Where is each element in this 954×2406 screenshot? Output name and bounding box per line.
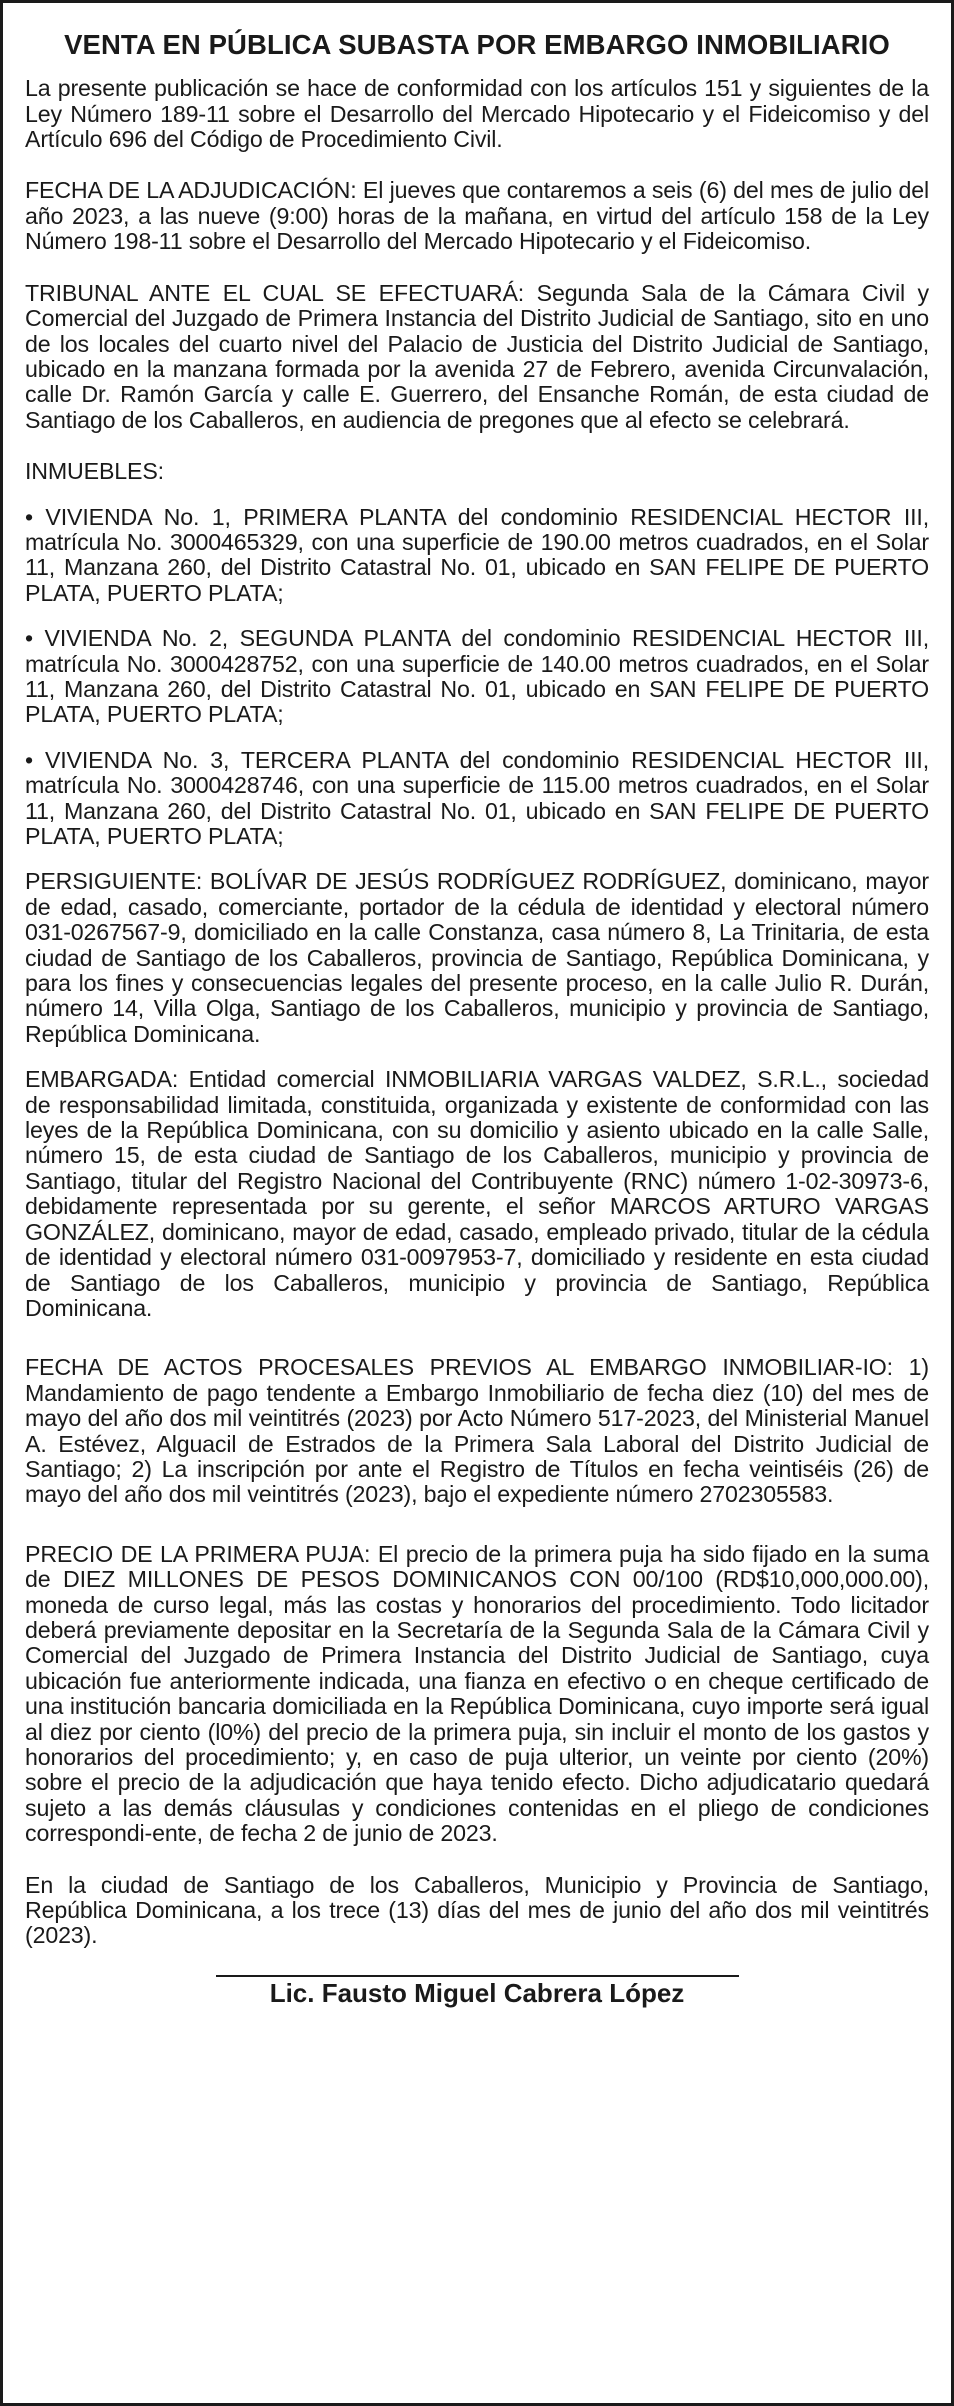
closing-paragraph: En la ciudad de Santiago de los Caballeros, Municipio y Provincia de Santiago, República Dominicana, a los trece (13) días del mes de junio del año dos mil veintitrés (2023). — [25, 1871, 929, 1949]
properties-heading: INMUEBLES: — [25, 458, 164, 485]
property-item: • VIVIENDA No. 3, TERCERA PLANTA del condominio RESIDENCIAL HECTOR III, matrícula No. 3000428746, con una superficie de 115.00 metros cuadrados, en el Solar 11, Manzana 260, del Distrito Catastral No. 01, ubicado en SAN FELIPE DE PUERTO PLATA, PUERTO PLATA; — [25, 746, 929, 849]
notice-title: VENTA EN PÚBLICA SUBASTA POR EMBARGO INMOBILIARIO — [64, 29, 890, 60]
pursuer-paragraph: PERSIGUIENTE: BOLÍVAR DE JESÚS RODRÍGUEZ RODRÍGUEZ, dominicano, mayor de edad, casado, comerciante, portador de la cédula de identidad y electoral número 031-0267567-9, domiciliado en la calle Constanza, casa número 8, La Trinitaria, de esta ciudad de Santiago de los Caballeros, provincia de Santiago, República Dominicana, y para los fines y consecuencias legales del presente proceso, en la calle Julio R. Durán, número 14, Villa Olga, Santiago de los Caballeros, municipio y provincia de Santiago, República Dominicana. — [25, 868, 929, 1047]
tribunal-paragraph: TRIBUNAL ANTE EL CUAL SE EFECTUARÁ: Segunda Sala de la Cámara Civil y Comercial del Juzgado de Primera Instancia del Distrito Judicial de Santiago, sito en uno de los locales del cuarto nivel del Palacio de Justicia del Distrito Judicial de Santiago, ubicado en la manzana formada por la avenida 27 de Febrero, avenida Circunvalación, calle Dr. Ramón García y calle E. Guerrero, del Ensanche Román, de esta ciudad de Santiago de los Caballeros, en audiencia de pregones que al efecto se celebrará. — [25, 279, 929, 433]
procedural-acts-paragraph: FECHA DE ACTOS PROCESALES PREVIOS AL EMBARGO INMOBILIAR-IO: 1) Mandamiento de pago tendente a Embargo Inmobiliario de fecha diez (10) del mes de mayo del año dos mil veintitrés (2023) por Acto Número 517-2023, del Ministerial Manuel A. Estévez, Alguacil de Estrados de la Primera Sala Laboral del Distrito Judicial de Santiago; 2) La inscripción por ante el Registro de Títulos en fecha veintiséis (26) de mayo del año dos mil veintitrés (2023), bajo el expediente número 2702305583. — [25, 1354, 929, 1508]
property-item: • VIVIENDA No. 2, SEGUNDA PLANTA del condominio RESIDENCIAL HECTOR III, matrícula No. 3000428752, con una superficie de 140.00 metros cuadrados, en el Solar 11, Manzana 260, del Distrito Catastral No. 01, ubicado en SAN FELIPE DE PUERTO PLATA, PUERTO PLATA; — [25, 625, 929, 728]
signature-line: Lic. Fausto Miguel Cabrera López — [216, 1975, 739, 2009]
seized-party-paragraph: EMBARGADA: Entidad comercial INMOBILIARIA VARGAS VALDEZ, S.R.L., sociedad de responsabilidad limitada, constituida, organizada y existente de conformidad con las leyes de la República Dominicana, con su domicilio y asiento ubicado en la calle Salle, número 15, de esta ciudad de Santiago de los Caballeros, municipio y provincia de Santiago, titular del Registro Nacional del Contribuyente (RNC) número 1-02-30973-6, debidamente representada por su gerente, el señor MARCOS ARTURO VARGAS GONZÁLEZ, dominicano, mayor de edad, casado, empleado privado, titular de la cédula de identidad y electoral número 031-0097953-7, domiciliado y residente en esta ciudad de Santiago de los Caballeros, municipio y provincia de Santiago, República Dominicana. — [25, 1066, 929, 1321]
property-item: • VIVIENDA No. 1, PRIMERA PLANTA del condominio RESIDENCIAL HECTOR III, matrícula No. 3000465329, con una superficie de 190.00 metros cuadrados, en el Solar 11, Manzana 260, del Distrito Catastral No. 01, ubicado en SAN FELIPE DE PUERTO PLATA, PUERTO PLATA; — [25, 503, 929, 606]
intro-paragraph: La presente publicación se hace de conformidad con los artículos 151 y siguientes de la Ley Número 189-11 sobre el Desarrollo del Mercado Hipotecario y el Fideicomiso y del Artículo 696 del Código de Procedimiento Civil. — [25, 75, 929, 153]
first-bid-price-paragraph: PRECIO DE LA PRIMERA PUJA: El precio de la primera puja ha sido fijado en la suma de DIEZ MILLONES DE PESOS DOMINICANOS CON 00/100 (RD$10,000,000.00), moneda de curso legal, más las costas y honorarios del procedimiento. Todo licitador deberá previamente depositar en la Secretaría de la Segunda Sala de la Cámara Civil y Comercial del Juzgado de Primera Instancia del Distrito Judicial de Santiago, cuya ubicación fue anteriormente indicada, una fianza en efectivo o en cheque certificado de una institución bancaria domiciliada en la República Dominicana, cuyo importe será igual al diez por ciento (l0%) del precio de la primera puja, sin incluir el monto de los gastos y honorarios del procedimiento; y, en caso de puja ulterior, un veinte por ciento (20%) sobre el precio de la adjudicación que haya tenido efecto. Dicho adjudicatario quedará sujeto a las demás cláusulas y condiciones contenidas en el pliego de condiciones correspondi-ente, de fecha 2 de junio de 2023. — [25, 1540, 929, 1847]
adjudication-date-paragraph: FECHA DE LA ADJUDICACIÓN: El jueves que contaremos a seis (6) del mes de julio del año 2023, a las nueve (9:00) horas de la mañana, en virtud del artículo 158 de la Ley Número 198-11 sobre el Desarrollo del Mercado Hipotecario y el Fideicomiso. — [25, 177, 929, 255]
